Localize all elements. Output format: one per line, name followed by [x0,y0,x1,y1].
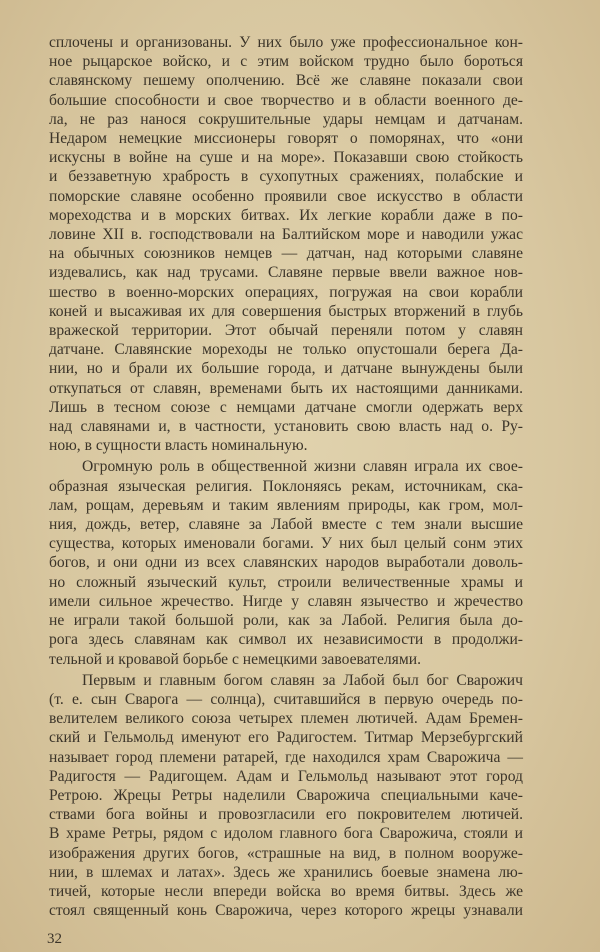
text-line: большие способности и свое творчество и в области военного де- [49,91,523,109]
text-line: образная языческая религия. Поклоняясь рекам, источникам, ска- [49,477,523,495]
text-line: Недаром немецкие миссионеры говорят о поморянах, что «они [49,130,523,148]
text-line: Первым и главным богом славян за Лабой был бог Сварожич [82,671,523,689]
text-line: Огромную роль в общественной жизни славян играла их свое- [82,458,523,476]
text-line: шество в военно-морских операциях, погружая на свои корабли [49,283,523,301]
text-line: ною, в сущности власть номинальную. [49,437,308,455]
text-line: и беззаветную храбрость в сухопутных сражениях, полабские и [49,168,523,186]
paragraph [49,671,523,921]
text-line: ния, дождь, ветер, славяне за Лабой вместе с тем знали высшие [49,516,523,534]
text-line: тичей, которые несли впереди войска во время битвы. Здесь же [49,882,523,900]
text-line: не играли такой большой роли, как за Лабой. Религия была до- [49,612,523,630]
text-line: датчане. Славянские мореходы не только опустошали берега Да- [49,341,523,359]
paragraph [49,457,523,668]
text-line: называет город племени ратарей, где находился храм Сварожича — [49,748,523,766]
text-line: славянскому пешему ополчению. Всё же славяне показали свои [49,72,523,90]
text-line: велителем великого союза четырех племен лютичей. Адам Бремен- [49,710,523,728]
text-line: коней и высаживая их для совершения быстрых вторжений в глубь [49,302,523,320]
text-line: нии, в шлемах и латах». Здесь же хранились боевые знамена лю- [49,863,523,881]
text-line: рога здесь славянам как символ их независимости в продолжи- [49,631,523,649]
text-line: (т. е. сын Сварога — солнца), считавшийся в первую очередь по- [49,690,523,708]
book-page-text [49,33,523,920]
text-line: ла, не раз нанося сокрушительные удары немцам и датчанам. [49,110,523,128]
text-line: поморские славяне особенно проявили свое искусство в области [49,187,523,205]
text-line: Радигостя — Радигощем. Адам и Гельмольд называют этот город [49,767,523,785]
text-line: лам, рощам, деревьям и таким явлениям природы, как гром, мол- [49,496,523,514]
text-line: на обычных союзников немцев — датчан, над которыми славяне [49,245,523,263]
text-line: имели сильное жречество. Нигде у славян язычество и жречество [49,592,523,610]
text-line: существа, которых именовали богами. У них был целый сонм этих [49,535,523,553]
text-line: нии, но и брали их большие города, и датчане вынуждены были [49,360,523,378]
text-line: ловине XII в. господствовали на Балтийском море и наводили ужас [49,226,523,244]
text-line: издевались, как над трусами. Славяне первые ввели важное нов- [49,264,523,282]
text-line: Ретрою. Жрецы Ретры наделили Сварожича специальными каче- [49,786,523,804]
text-line: стоял священный конь Сварожича, через которого жрецы узнавали [49,902,523,920]
text-line: над славянами и, в частности, установить свою власть над о. Ру- [49,418,523,436]
text-line: тельной и кровавой борьбе с немецкими завоевателями. [49,650,421,668]
text-line: Лишь в тесном союзе с немцами датчане смогли одержать верх [49,398,523,416]
text-line: изображения других богов, «страшные на вид, в полном вооруже- [49,844,523,862]
text-line: богов, и они одни из всех славянских народов выработали доволь- [49,554,523,572]
paragraph [49,33,523,455]
text-line: В храме Ретры, рядом с идолом главного бога Сварожича, стояли и [49,825,523,843]
text-line: вражеской территории. Этот обычай переняли потом у славян [49,322,523,340]
text-line: сплочены и организованы. У них было уже профессиональное кон- [49,34,523,51]
text-line: ский и Гельмольд именуют его Радигостем. Титмар Мерзебургский [49,729,523,747]
text-line: ное рыцарское войско, и с этим войском трудно было бороться [49,53,523,71]
text-line: искусны в войне на суше и на море». Показавши свою стойкость [49,149,523,167]
page-number: 32 [47,931,62,948]
text-line: но сложный языческий культ, строили величественные храмы и [49,573,523,591]
text-line: откупаться от славян, временами быть их настоящими данниками. [49,379,523,397]
text-line: мореходства и в морских битвах. Их легкие корабли даже в по- [49,206,523,224]
text-line: ствами бога войны и провозгласили его покровителем лютичей. [49,806,523,824]
